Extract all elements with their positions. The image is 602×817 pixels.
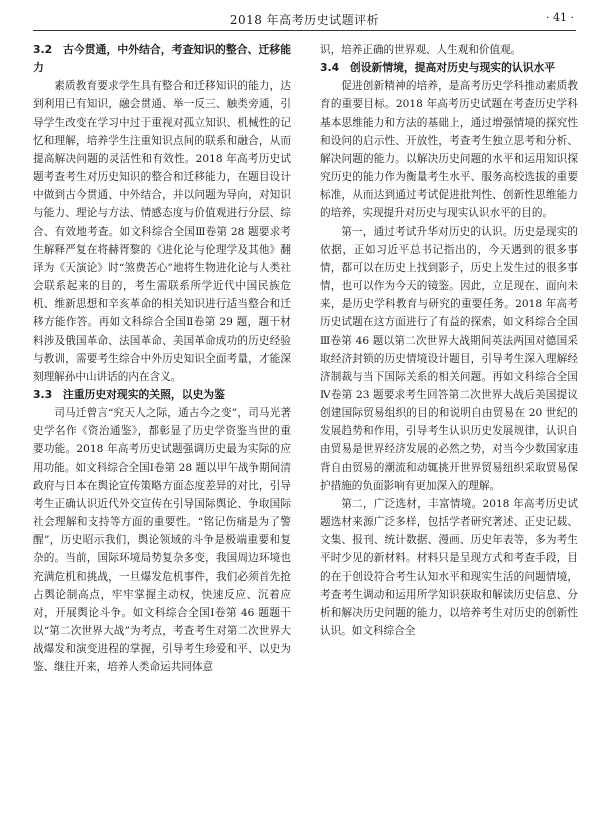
section-3-3-paragraph: 司马迁曾言“究天人之际，通古今之变”，司马光著史学名作《资治通鉴》，都彰显了历史学资鉴当世的重要功能。2018 年高考历史试题强调历史最为实际的应用功能。如文科综合全国Ⅰ卷第 28 题以甲午战争期间清政府与日本在舆论宣传策略方面态度差异的对比，引导考生正确认识近代外交宣传在引导国际舆论、争取国际社会理解和支持等方面的重要性。“铭记伤痛是为了警醒”，历史昭示我们，舆论领域的斗争是极端重要和复杂的。当前，国际环境局势复杂多变，我国周边环境也充满危机和挑战，一旦爆发危机事件，我们必须首先抢占舆论制高点，牢牢掌握主动权，快速反应、沉着应对，开展舆论斗争。如文科综合全国Ⅰ卷第 46 题题干以“第二次世界大战”为考点，考查考生对第二次世界大战爆发和演变进程的掌握，引导考生珍爱和平、以史为鉴、继往开来，培养人类命运共同体意 (33, 407, 291, 674)
article-body (33, 41, 578, 811)
section-3-3-paragraph-continued: 识，培养正确的世界观、人生观和价值观。 (320, 44, 522, 56)
section-3-2-heading: 3.2 古今贯通，中外结合，考查知识的整合、迁移能力 (33, 43, 291, 75)
section-3-4-heading: 3.4 创设新情境，提高对历史与现实的认识水平 (320, 61, 556, 75)
journal-title: 2018 年高考历史试题评析 (229, 13, 380, 27)
right-column (320, 41, 578, 640)
section-3-4-paragraph-3: 第二，广泛选材，丰富情境。2018 年高考历史试题选材来源广泛多样，包括学者研究著述、正史记载、文集、报刊、统计数据、漫画、历史年表等，多为考生平时少见的新材料。材料只是呈现方式和考查手段，目的在于创设符合考生认知水平和现实生活的问题情境，考查考生调动和运用所学知识获取和解读历史信息、分析和解决历史问题的能力，以培养考生对历史的创新性认识。如文科综合全 (320, 497, 578, 637)
left-column (33, 41, 291, 676)
section-3-3-heading: 3.3 注重历史对现实的关照，以史为鉴 (33, 387, 225, 401)
page-number: · 41 · (546, 11, 574, 24)
running-header (33, 8, 576, 31)
section-3-4-paragraph-1: 促进创新精神的培养，是高考历史学科推动素质教育的重要目标。2018 年高考历史试题在考查历史学科基本思维能力和方法的基础上，通过增强情境的探究性和设问的启示性、开放性，考查考生独立思考和分析、解决问题的能力。以解决历史问题的水平和运用知识探究历史的能力作为衡量考生水平、服务高校选拔的重要标准，从而达到通过考试促进批判性、创新性思维能力的培养，实现提升对历史与现实认识水平的目的。 (320, 80, 578, 220)
section-3-4-paragraph-2: 第一，通过考试升华对历史的认识。历史是现实的依据，正如习近平总书记指出的，今天遇到的很多事情，都可以在历史上找到影子，历史上发生过的很多事情，也可以作为今天的镜鉴。因此，立足现在、面向未来，是历史学科教育与研究的重要任务。2018 年高考历史试题在这方面进行了有益的探索，如文科综合全国Ⅲ卷第 46 题以第二次世界大战期间英法两国对德国采取经济封锁的历史情境设计题目，引导考生深入理解经济制裁与当下国际关系的相关问题。再如文科综合全国Ⅳ卷第 23 题要求考生回答第二次世界大战后美国提议创建国际贸易组织的目的和说明自由贸易在 20 世纪的发展趋势和作用，引导考生认识历史发展规律，认识自由贸易是世界经济发展的必然之势，对当今少数国家违背自由贸易的潮流和动辄挑开世界贸易纽织采取贸易保护措施的负面影响有更加深入的理解。 (320, 225, 578, 492)
section-3-2-paragraph: 素质教育要求学生具有整合和迁移知识的能力，达到利用已有知识，融会贯通、举一反三、触类旁通，引导学生改变在学习中过于重视对孤立知识、机械性的记忆和理解，培养学生注重知识点间的联系和融合，从而提高解决问题的灵活性和有效性。2018 年高考历史试题考查考生对历史知识的整合和迁移能力，在题目设计中做到古今贯通、中外结合，并以问题为导向，对知识与能力、理论与方法、情感态度与价值观进行分层、综合、有效地考查。如文科综合全国Ⅲ卷第 28 题要求考生解释严复在将赫胥黎的《进化论与伦理学及其他》翻译为《天演论》时“煞费苦心”地将生物进化论与人类社会联系起来的目的，考生需联系所学近代中国民族危机、维新思想和辛亥革命的相关知识进行适当整合和迁移方能作答。再如文科综合全国Ⅱ卷第 29 题，题干材料涉及俄国革命、法国革命、美国革命成功的历史经验与教训，需要考生综合中外历史知识全面考量，才能深刻理解孙中山讲话的内在含义。 (33, 80, 291, 383)
